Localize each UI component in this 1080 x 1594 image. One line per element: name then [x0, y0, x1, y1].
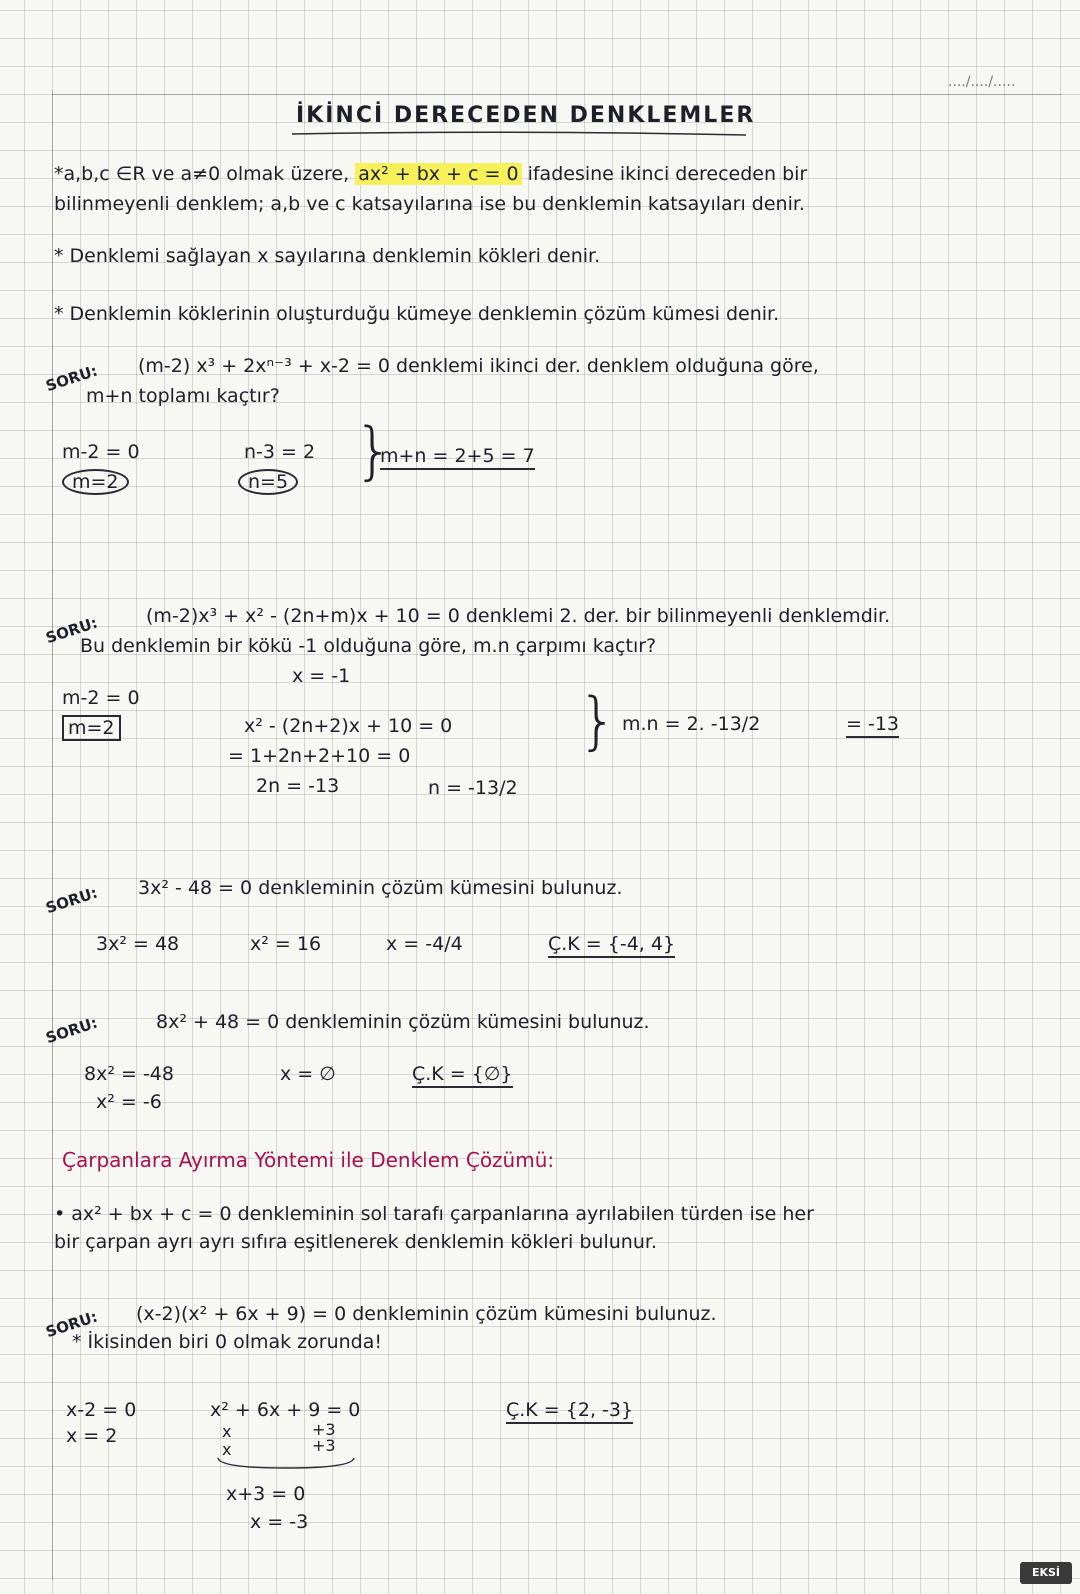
section-text-2: bir çarpan ayrı ayrı sıfıra eşitlenerek denklemin kökleri bulunur. — [54, 1231, 657, 1253]
q5-step-9: x = -3 — [250, 1511, 309, 1533]
q2-step-4: = 1+2n+2+10 = 0 — [228, 745, 411, 767]
q2-root-note: x = -1 — [292, 665, 351, 687]
date-field: ..../..../..... — [948, 74, 1016, 90]
q2-result: = -13 — [846, 713, 899, 738]
q2-step-7: m.n = 2. -13/2 — [622, 713, 761, 735]
highlighted-equation: ax² + bx + c = 0 — [355, 163, 521, 185]
intro-line-1 — [54, 162, 807, 186]
q5-label: SORU: — [43, 1307, 100, 1342]
q5-factor-x-2: x — [222, 1440, 232, 1459]
q1-step-2: m=2 — [62, 469, 129, 495]
intro-roots: * Denklemi sağlayan x sayılarına denklemin kökleri denir. — [54, 245, 601, 267]
q1-step-1: m-2 = 0 — [62, 441, 140, 463]
q3-question: 3x² - 48 = 0 denkleminin çözüm kümesini bulunuz. — [138, 877, 623, 899]
margin-line — [52, 90, 53, 1580]
brand-logo: EKSİ — [1020, 1562, 1072, 1584]
q5-underbrace — [216, 1456, 356, 1474]
q5-question-line-1: (x-2)(x² + 6x + 9) = 0 denkleminin çözüm kümesini bulunuz. — [136, 1303, 717, 1325]
q5-question-line-2: * İkisinden biri 0 olmak zorunda! — [72, 1331, 382, 1353]
title-underline — [290, 130, 750, 138]
q2-step-6: n = -13/2 — [428, 777, 518, 799]
q3-result: Ç.K = {-4, 4} — [548, 933, 675, 958]
q5-step-1: x-2 = 0 — [66, 1399, 137, 1421]
q3-step-1: 3x² = 48 — [96, 933, 180, 955]
intro-text-a: *a,b,c ∈R ve a≠0 olmak üzere, — [54, 163, 350, 185]
q2-question-line-1: (m-2)x³ + x² - (2n+m)x + 10 = 0 denklemi 2. der. bir bilinmeyenli denklemdir. — [146, 605, 891, 627]
q2-question-line-2: Bu denklemin bir kökü -1 olduğuna göre, m.n çarpımı kaçtır? — [80, 635, 657, 657]
q1-result: m+n = 2+5 = 7 — [380, 445, 535, 470]
q1-question-line-1: (m-2) x³ + 2xⁿ⁻³ + x-2 = 0 denklemi ikinci der. denklem olduğuna göre, — [138, 355, 819, 377]
q1-question-line-2: m+n toplamı kaçtır? — [86, 385, 280, 407]
q5-step-8: x+3 = 0 — [226, 1483, 306, 1505]
q1-step-3: n-3 = 2 — [244, 441, 316, 463]
q2-label: SORU: — [43, 613, 100, 648]
q1-step-4: n=5 — [238, 469, 298, 495]
q3-step-2: x² = 16 — [250, 933, 322, 955]
intro-text-b: ifadesine ikinci dereceden bir — [527, 163, 808, 185]
q1-brace: } — [354, 414, 394, 487]
q2-step-2: m=2 — [62, 715, 121, 741]
q3-label: SORU: — [43, 883, 100, 918]
intro-line-2: bilinmeyenli denklem; a,b ve c katsayılarına ise bu denklemin katsayıları denir. — [54, 193, 805, 215]
q2-step-3: x² - (2n+2)x + 10 = 0 — [244, 715, 453, 737]
page-title: İKİNCİ DERECEDEN DENKLEMLER — [296, 103, 756, 128]
top-line — [52, 94, 1062, 95]
q5-result: Ç.K = {2, -3} — [506, 1399, 633, 1424]
q4-step-3: x = ∅ — [280, 1063, 336, 1085]
q2-brace: } — [578, 684, 618, 757]
q5-step-3: x² + 6x + 9 = 0 — [210, 1399, 361, 1421]
q1-label: SORU: — [43, 361, 100, 396]
section-text-1: • ax² + bx + c = 0 denkleminin sol tarafı çarpanlarına ayrılabilen türden ise her — [54, 1203, 814, 1225]
q4-step-1: 8x² = -48 — [84, 1063, 174, 1085]
intro-solution-set: * Denklemin köklerinin oluşturduğu kümeye denklemin çözüm kümesi denir. — [54, 303, 780, 325]
q5-factor-3-2: +3 — [312, 1436, 336, 1455]
q4-result: Ç.K = {∅} — [412, 1063, 513, 1088]
q5-factor-3-1: +3 — [312, 1420, 336, 1439]
q4-label: SORU: — [43, 1013, 100, 1048]
q4-question: 8x² + 48 = 0 denkleminin çözüm kümesini bulunuz. — [156, 1011, 650, 1033]
q5-step-2: x = 2 — [66, 1425, 118, 1447]
section-heading: Çarpanlara Ayırma Yöntemi ile Denklem Çözümü: — [62, 1148, 555, 1172]
q2-step-5: 2n = -13 — [256, 775, 340, 797]
q3-step-3: x = -4/4 — [386, 933, 463, 955]
q5-factor-x-1: x — [222, 1422, 232, 1441]
q2-step-1: m-2 = 0 — [62, 687, 140, 709]
q4-step-2: x² = -6 — [96, 1091, 162, 1113]
